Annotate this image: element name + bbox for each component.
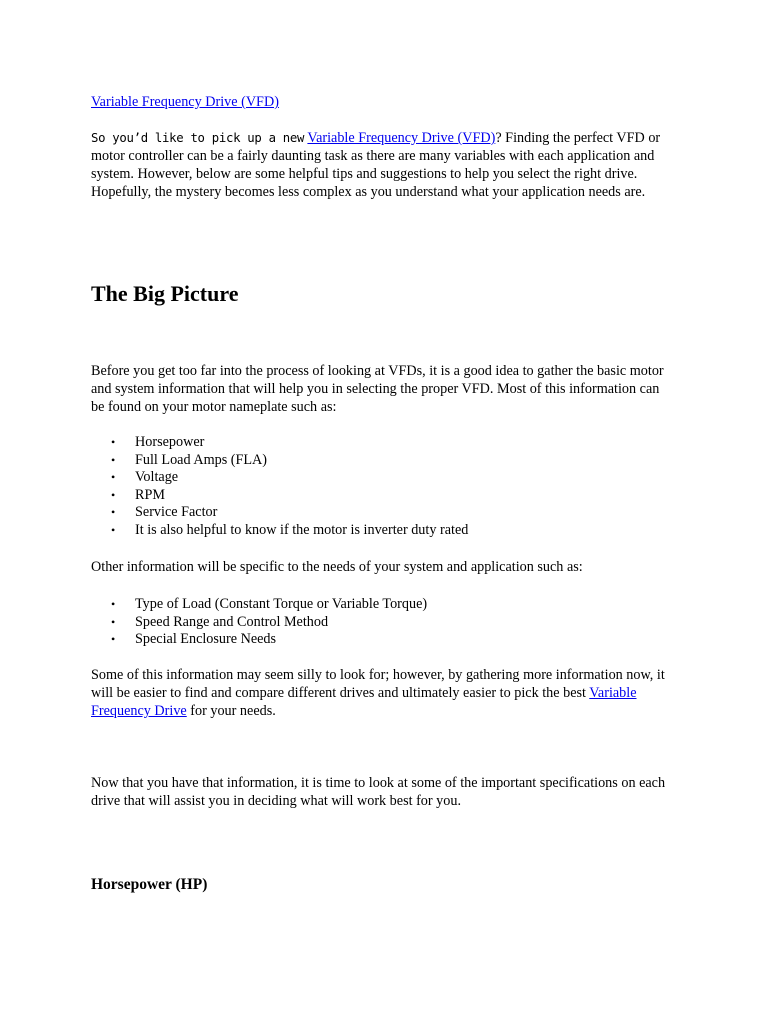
para-before: Before you get too far into the process of looking at VFDs, it is a good idea to gather the basic motor and system information that will help you in selecting the proper VFD. Most of this information can be found on your motor nameplate such as:: [91, 363, 664, 415]
list-item: [111, 595, 428, 613]
list-item: [111, 613, 427, 631]
vfd-link-intro[interactable]: Variable Frequency Drive (VFD): [307, 130, 496, 146]
bullet-icon: •: [111, 470, 116, 485]
bullet-icon: •: [111, 522, 116, 537]
list-item: [111, 451, 468, 469]
heading-big-picture: The Big Picture: [91, 281, 239, 306]
vfd-link-best[interactable]: Variable Frequency Drive: [91, 685, 637, 719]
list-item: [111, 486, 468, 504]
para-silly: [91, 666, 676, 720]
bullet-icon: •: [111, 597, 116, 611]
list-item-text: Full Load Amps (FLA): [135, 451, 268, 468]
list-item: [111, 630, 427, 648]
list-item-text: RPM: [135, 486, 165, 503]
list-item-text: Type of Load (Constant Torque or Variable Torque): [135, 596, 428, 612]
bullet-icon: •: [111, 632, 116, 647]
bullet-icon: •: [111, 614, 116, 629]
intro-paragraph: [91, 129, 676, 201]
top-link-paragraph: [91, 93, 691, 111]
list-item-text: Special Enclosure Needs: [135, 631, 277, 648]
list-item-text: It is also helpful to know if the motor is inverter duty rated: [135, 521, 469, 538]
intro-lead-text: So you’d like to pick up a new: [91, 131, 305, 145]
bullet-icon: •: [111, 487, 116, 502]
list-item-text: Speed Range and Control Method: [135, 613, 329, 630]
list-item-text: Horsepower: [135, 434, 205, 450]
para-silly-tail: for your needs.: [190, 703, 276, 719]
list-item: [111, 521, 469, 539]
nameplate-list: [91, 433, 468, 539]
para-other: Other information will be specific to the needs of your system and application such as:: [91, 559, 583, 575]
list-item-text: Service Factor: [135, 504, 218, 521]
list-item: [111, 503, 468, 521]
bullet-icon: •: [111, 505, 116, 520]
bullet-icon: •: [111, 452, 116, 467]
bullet-icon: •: [111, 435, 116, 449]
system-list: [91, 595, 427, 648]
para-silly-text: Some of this information may seem silly to look for; however, by gathering more information now, it will be easier to find and compare different drives and ultimately easier to pick the best: [91, 667, 665, 701]
list-item: [111, 433, 468, 451]
para-now: Now that you have that information, it is time to look at some of the important specifications on each drive that will assist you in deciding what will work best for you.: [91, 775, 666, 809]
list-item-text: Voltage: [135, 469, 179, 486]
intro-rest-text: ? Finding the perfect VFD or motor controller can be a fairly daunting task as there are many variables with each application and system. However, below are some helpful tips and suggestions to help you select the right drive. Hopefully, the mystery becomes less complex as you understand what your application needs are.: [91, 130, 661, 200]
list-item: [111, 468, 468, 486]
heading-horsepower: Horsepower (HP): [91, 876, 208, 893]
vfd-link-top[interactable]: Variable Frequency Drive (VFD): [91, 94, 279, 110]
